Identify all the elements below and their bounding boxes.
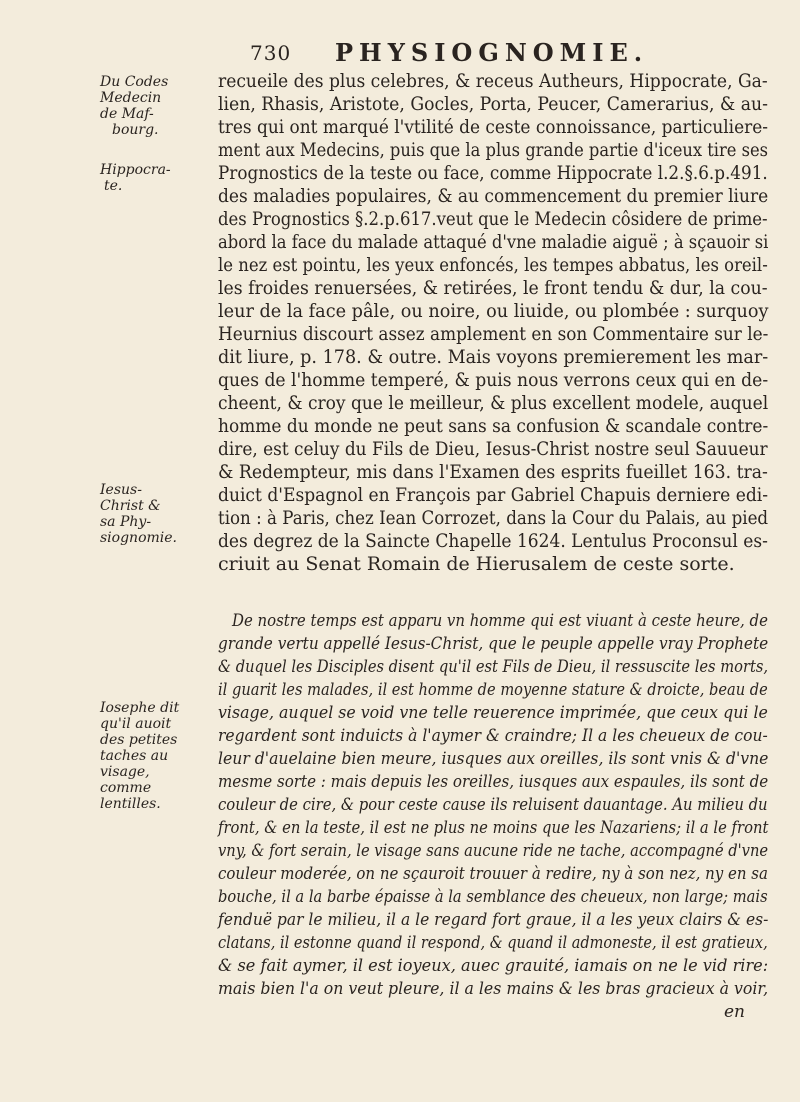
text-line: ment aux Medecins, puis que la plus grande partie d'iceux tire ses [218,139,769,161]
quote-line: couleur de cire, & pour ceste cause ils reluisent dauantage. Au milieu du [218,795,768,815]
quote-line: visage, auquel se void vne telle reuerence imprimée, que ceux qui le [218,703,768,723]
text-line: homme du monde ne peut sans sa confusion & scandale contre- [218,415,769,437]
margin-note-hippocrate [100,162,171,194]
quote-line: & se fait aymer, il est ioyeux, auec grauité, iamais on ne le vid rire: [218,956,769,976]
text-line: Heurnius discourt assez amplement en son Commentaire sur le- [218,323,769,345]
text-line: le nez est pointu, les yeux enfoncés, les tempes abbatus, les oreil- [218,254,768,276]
text-line: des degrez de la Saincte Chapelle 1624. Lentulus Proconsul es- [218,530,768,552]
quote-line: leur d'auelaine bien meure, iusques aux oreilles, ils sont vnis & d'vne [218,749,769,769]
margin-note-line: te. [104,178,123,194]
quote-line: mesme sorte : mais depuis les oreilles, iusques aux espaules, ils sont de [218,772,769,792]
text-line: ques de l'homme temperé, & puis nous verrons ceux qui en de- [218,369,769,391]
margin-note-line: Du Codes [100,74,169,90]
margin-note-line: taches au [100,748,169,764]
text-line: des Prognostics §.2.p.617.veut que le Medecin côsidere de prime- [218,208,768,230]
quote-line: clatans, il estonne quand il respond, & quand il admoneste, il est gratieux, [218,933,768,953]
text-line: duict d'Espagnol en François par Gabriel Chapuis derniere edi- [218,484,769,506]
quote-line: regardent sont induicts à l'aymer & craindre; Il a les cheueux de cou- [218,726,768,746]
page-number: 730 [250,41,292,65]
margin-note-line: qu'il auoit [100,716,172,732]
margin-note-codes [100,74,168,138]
text-line: recueile des plus celebres, & receus Autheurs, Hippocrate, Ga- [218,70,768,92]
margin-note-line: lentilles. [100,796,161,812]
text-line: leur de la face pâle, ou noire, ou liuide, ou plombée : surquoy [218,300,769,322]
margin-note-line: bourg. [112,122,159,138]
running-title: PHYSIOGNOMIE. [335,38,649,67]
quote-line: il guarit les malades, il est homme de moyenne stature & droicte, beau de [218,680,768,700]
quote-line: & duquel les Disciples disent qu'il est Fils de Dieu, il ressuscite les morts, [218,657,769,677]
margin-note-line: comme [100,780,152,796]
quote-line: mais bien l'a on veut pleure, il a les mains & les bras gracieux à voir, [218,979,769,999]
quote-line: fenduë par le milieu, il a le regard fort graue, il a les yeux clairs & es- [218,910,769,930]
quote-line: vny, & fort serain, le visage sans aucune ride ne tache, accompagné d'vne [218,841,769,861]
margin-note-line: siognomie. [100,530,177,546]
text-line: tion : à Paris, chez Iean Corrozet, dans la Cour du Palais, au pied [218,507,769,529]
quote-line: De nostre temps est apparu vn homme qui est viuant à ceste heure, de [232,611,768,631]
text-line: dit liure, p. 178. & outre. Mais voyons premierement les mar- [218,346,769,368]
margin-note-line: Hippocra- [100,162,171,178]
text-line: dire, est celuy du Fils de Dieu, Iesus-Christ nostre seul Sauueur [218,438,768,460]
text-line: criuit au Senat Romain de Hierusalem de ceste sorte. [218,553,735,575]
text-line: cheent, & croy que le meilleur, & plus excellent modele, auquel [218,392,769,414]
text-line: Prognostics de la teste ou face, comme Hippocrate l.2.§.6.p.491. [218,162,768,184]
margin-note-iosephe [100,700,179,812]
margin-note-line: Iosephe dit [100,700,180,716]
page-header [250,38,750,66]
text-line: abord la face du malade attaqué d'vne maladie aiguë ; à sçauoir si [218,231,769,253]
margin-note-iesus [100,482,177,546]
margin-note-line: de Maf- [100,106,154,122]
text-line: lien, Rhasis, Aristote, Gocles, Porta, Peucer, Camerarius, & au- [218,93,768,115]
margin-note-line: Christ & [100,498,161,514]
margin-note-line: Medecin [100,90,162,106]
text-line: les froides renuersées, & retirées, le front tendu & dur, la cou- [218,277,768,299]
margin-note-line: Iesus- [100,482,142,498]
text-line: & Redempteur, mis dans l'Examen des esprits fueillet 163. tra- [218,461,768,483]
text-line: tres qui ont marqué l'vtilité de ceste connoissance, particuliere- [218,116,768,138]
quote-line: couleur moderée, on ne sçauroit trouuer à redire, ny à son nez, ny en sa [218,864,768,884]
margin-note-line: visage, [100,764,150,780]
quote-line: bouche, il a la barbe épaisse à la semblance des cheueux, non large; mais [218,887,768,907]
margin-note-line: des petites [100,732,178,748]
quote-line: front, & en la teste, il est ne plus ne moins que les Nazariens; il a le front [218,818,769,838]
text-line: des maladies populaires, & au commencement du premier liure [218,185,769,207]
margin-note-line: sa Phy- [100,514,152,530]
quote-line: grande vertu appellé Iesus-Christ, que le peuple appelle vray Prophete [218,634,769,654]
catchword: en [724,1002,746,1022]
